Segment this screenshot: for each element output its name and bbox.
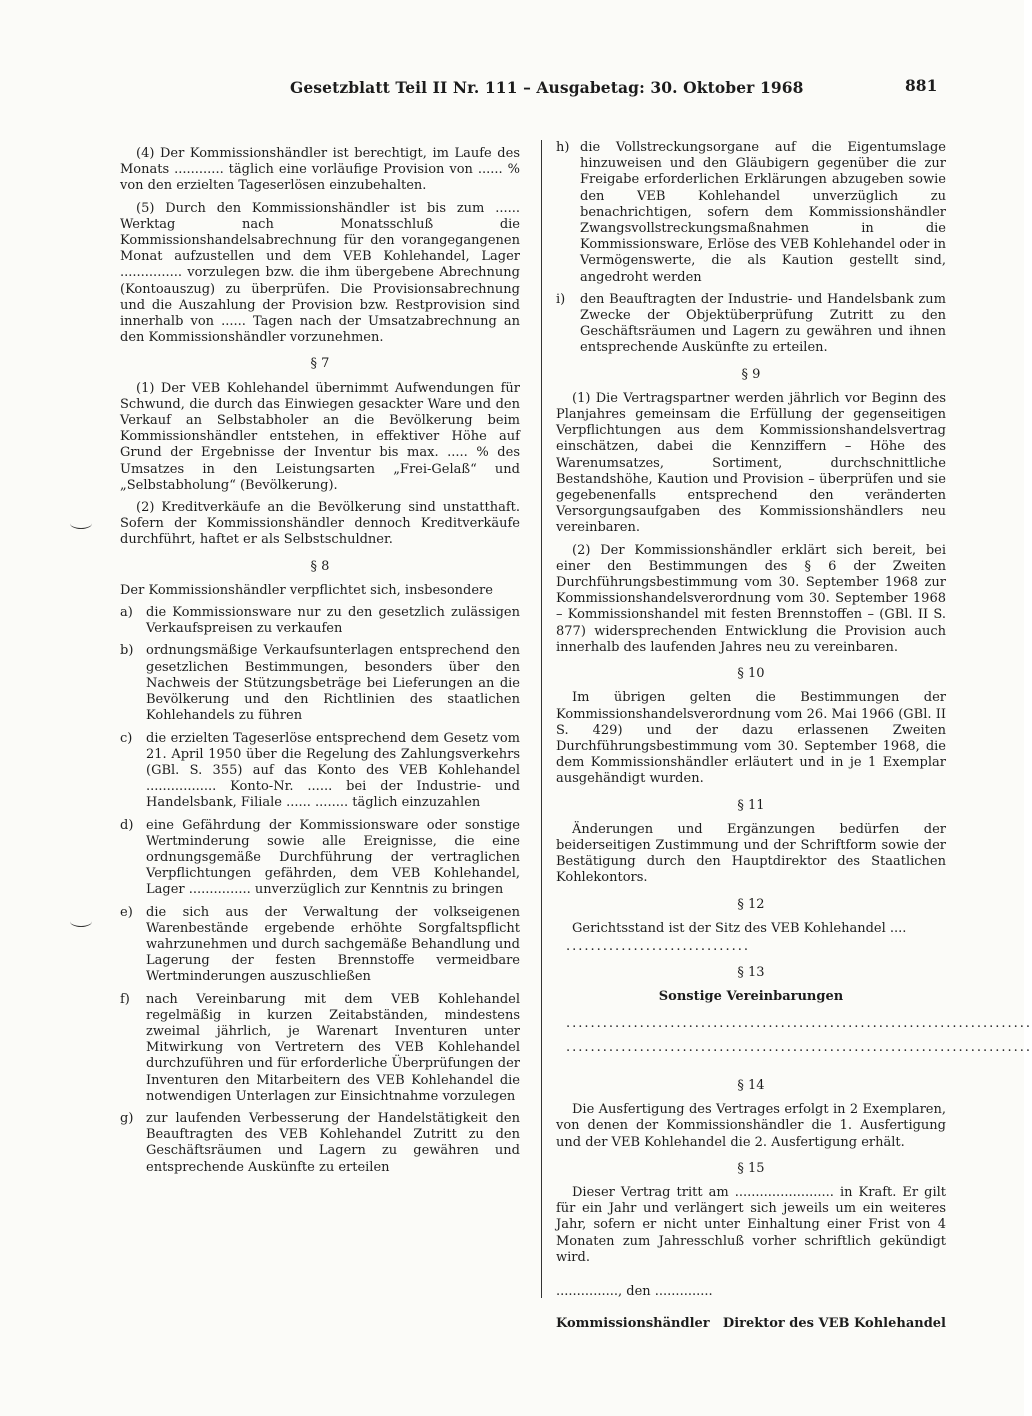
left-column [120, 146, 520, 1182]
paragraph-10: Im übrigen gelten die Bestimmungen der Kommissionshandelsverordnung vom 26. Mai 1966 (GBl. II S. 429) und der dazu erlassenen Zweiten Durchführungsbestimmung vom 30. September 1968, die dem Kommissionshändler erläutert und in je 1 Exemplar ausgehändigt wurden. [556, 690, 946, 787]
signature-row [556, 1316, 946, 1332]
paragraph-12: Gerichtsstand ist der Sitz des VEB Kohlehandel .... [572, 920, 907, 936]
signature-place-date: ..............., den .............. [556, 1283, 713, 1299]
section-heading-15: § 15 [737, 1160, 765, 1176]
list-item-label: a) [120, 605, 133, 621]
paragraph-11: Änderungen und Ergänzungen bedürfen der beiderseitigen Zustimmung und der Schriftform sowie der Bestätigung durch den Hauptdirektor des Staatlichen Kohlekontors. [556, 821, 946, 886]
list-item-label: g) [120, 1110, 134, 1126]
section-heading-14: § 14 [737, 1077, 765, 1093]
signature-label-director: Direktor des VEB Kohlehandel [722, 1316, 946, 1332]
list-item-text: die Kommissionsware nur zu den gesetzlich zulässigen Verkaufspreisen zu verkaufen [146, 605, 520, 637]
list-item-label: h) [556, 140, 570, 155]
margin-mark [70, 916, 92, 927]
list-item-label: f) [120, 991, 130, 1007]
list-item [556, 140, 946, 286]
paragraph-9-2: (2) Der Kommissionshändler erklärt sich bereit, bei einer den Bestimmungen des § 6 der Zweiten Durchführungsbestimmung vom 30. September 1968 zur Kommissionshandelsverordnung vom 30. September 1968 – Kommissionshandel mit festen Brennstoffen – (GBl. II S. 877) widersprechenden Entwicklung die Provision auch innerhalb des laufenden Jahres neu zu vereinbaren. [556, 542, 946, 655]
section-heading-10: § 10 [737, 666, 765, 682]
signature-label-commission-agent: Kommissionshändler [556, 1316, 710, 1332]
fill-in-line: .............................. [566, 938, 750, 954]
running-header: Gesetzblatt Teil II Nr. 111 – Ausgabetag: 30. Oktober 1968 [290, 78, 804, 97]
list-item-text: zur laufenden Verbesserung der Handelstätigkeit den Beauftragten des VEB Kohlehandel Zutritt zu den Geschäftsräumen und Lagern zu gewähren und entsprechende Auskünfte zu erteilen [146, 1110, 520, 1175]
fill-in-line: ............................................................................ [566, 1039, 1032, 1055]
list-item-label: b) [120, 643, 134, 659]
section-heading-9: § 9 [741, 366, 761, 382]
list-item-label: e) [120, 904, 133, 920]
list-item-text: eine Gefährdung der Kommissionsware oder sonstige Wertminderung sowie alle Ereignisse, die eine ordnungsgemäße Durchführung der vertraglichen Verpflichtungen gefährden, dem VEB Kohlehandel, Lager ............... unverzüglich zur Kenntnis zu bringen [146, 817, 520, 898]
section-subheading-13: Sonstige Vereinbarungen [658, 989, 844, 1005]
section-heading-11: § 11 [737, 797, 765, 813]
list-item-text: nach Vereinbarung mit dem VEB Kohlehandel regelmäßig in kurzen Zeitabständen, mindestens zweimal jährlich, je Warenart Inventuren unter Mitwirkung von Vertretern des VEB Kohlehandel durchzuführen und für erforderliche Überprüfungen der Inventuren den Mitarbeitern des VEB Kohlehandel die notwendigen Unterlagen zur Einsichtnahme vorzulegen [146, 991, 520, 1104]
paragraph-6-5: (5) Durch den Kommissionshändler ist bis zum ...... Werktag nach Monatsschluß die Kommissionshandelsabrechnung für den vorangegangenen Monat aufzustellen und dem VEB Kohlehandel, Lager ............... vorzulegen bzw. die ihm übergebene Abrechnung (Kontoauszug) zu überprüfen. Die Provisionsabrechnung und die Auszahlung der Provision bzw. Restprovision sind innerhalb von ...... Tagen nach der Umsatzabrechnung an den Kommissionshändler vorzunehmen. [120, 200, 520, 346]
list-item-text: ordnungsmäßige Verkaufsunterlagen entsprechend den gesetzlichen Bestimmungen, besonders über den Nachweis der Stützungsbeträge bei Lieferungen an die Bevölkerung und den Richtlinien des staatlichen Kohlehandels zu führen [146, 643, 520, 724]
list-item-text: den Beauftragten der Industrie- und Handelsbank zum Zwecke der Objektüberprüfung Zutritt zu den Geschäftsräumen und Lagern zu gewähren und ihnen entsprechende Auskünfte zu erteilen. [580, 291, 946, 356]
list-item [120, 818, 520, 899]
list-item [120, 731, 520, 812]
list-item [120, 992, 520, 1105]
list-item [120, 1111, 520, 1176]
list-item-label: c) [120, 730, 133, 746]
paragraph-8-intro: Der Kommissionshändler verpflichtet sich, insbesondere [120, 582, 493, 598]
section-heading-13: § 13 [737, 965, 765, 981]
list-item [556, 292, 946, 357]
section-heading-8: § 8 [310, 558, 330, 574]
section-heading-7: § 7 [310, 356, 330, 372]
list-item-text: die sich aus der Verwaltung der volkseigenen Warenbestände ergebende erhöhte Sorgfaltspflicht wahrzunehmen und durch sachgemäße Behandlung und Lagerung der festen Brennstoffe vermeidbare Wertminderungen auszuschließen [146, 904, 520, 985]
list-item-text: die Vollstreckungsorgane auf die Eigentumslage hinzuweisen und den Gläubigern gegenüber die zur Freigabe erforderlichen Erklärungen abzugeben sowie den VEB Kohlehandel unverzüglich zu benachrichtigen, sofern dem Kommissionshändler Zwangsvollstreckungsmaßnahmen in die Kommissionsware, Erlöse des VEB Kohlehandel oder in Vermögenswerte, die als Kaution gestellt sind, angedroht werden [580, 140, 946, 285]
fill-in-line: ............................................................................ [566, 1015, 1032, 1031]
list-item-text: die erzielten Tageserlöse entsprechend dem Gesetz vom 21. April 1950 über die Regelung des Zahlungsverkehrs (GBl. S. 355) auf das Konto des VEB Kohlehandel ................. Konto-Nr. ...... bei der Industrie- und Handelsbank, Filiale ...... ........ täglich einzuzahlen [146, 730, 520, 811]
margin-mark [70, 518, 92, 529]
paragraph-15: Dieser Vertrag tritt am ........................ in Kraft. Er gilt für ein Jahr und verlängert sich jeweils um ein weiteres Jahr, sofern er nicht unter Einhaltung einer Frist von 4 Monaten zum Jahresschluß vorher schriftlich gekündigt wird. [556, 1184, 946, 1265]
right-column [556, 140, 1032, 1332]
list-item [120, 643, 520, 724]
paragraph-7-2: (2) Kreditverkäufe an die Bevölkerung sind unstatthaft. Sofern der Kommissionshändler dennoch Kreditverkäufe durchführt, haftet er als Selbstschuldner. [120, 500, 520, 548]
column-divider [541, 140, 542, 1298]
list-item-label: i) [556, 291, 566, 307]
page-number: 881 [905, 76, 938, 95]
paragraph-7-1: (1) Der VEB Kohlehandel übernimmt Aufwendungen für Schwund, die durch das Einwiegen gesackter Ware und den Verkauf an Selbstabholer an die Bevölkerung beim Kommissionshändler entstehen, in effektiver Höhe auf Grund der Ergebnisse der Inventur bis max. ..... % des Umsatzes in den Leistungsarten „Frei-Gelaß“ und „Selbstabholung“ (Bevölkerung). [120, 380, 520, 493]
section-heading-12: § 12 [737, 896, 765, 912]
list-item [120, 605, 520, 637]
paragraph-9-1: (1) Die Vertragspartner werden jährlich vor Beginn des Planjahres gemeinsam die Erfüllung der gegenseitigen Verpflichtungen aus dem Kommissionshandelsvertrag einschätzen, dabei die Kennziffern – Höhe des Warenumsatzes, Sortiment, durchschnittliche Bestandshöhe, Kaution und Provision – überprüfen und sie gegebenenfalls entsprechend den veränderten Versorgungsaufgaben des Kommissionshändlers neu vereinbaren. [556, 390, 946, 536]
paragraph-6-4: (4) Der Kommissionshändler ist berechtigt, im Laufe des Monats ............ täglich eine vorläufige Provision von ...... % von den erzielten Tageserlösen einzubehalten. [120, 146, 520, 194]
paragraph-14: Die Ausfertigung des Vertrages erfolgt in 2 Exemplaren, von denen der Kommissionshändler die 1. Ausfertigung und der VEB Kohlehandel die 2. Ausfertigung erhält. [556, 1102, 946, 1150]
list-item-label: d) [120, 817, 134, 833]
list-item [120, 905, 520, 986]
